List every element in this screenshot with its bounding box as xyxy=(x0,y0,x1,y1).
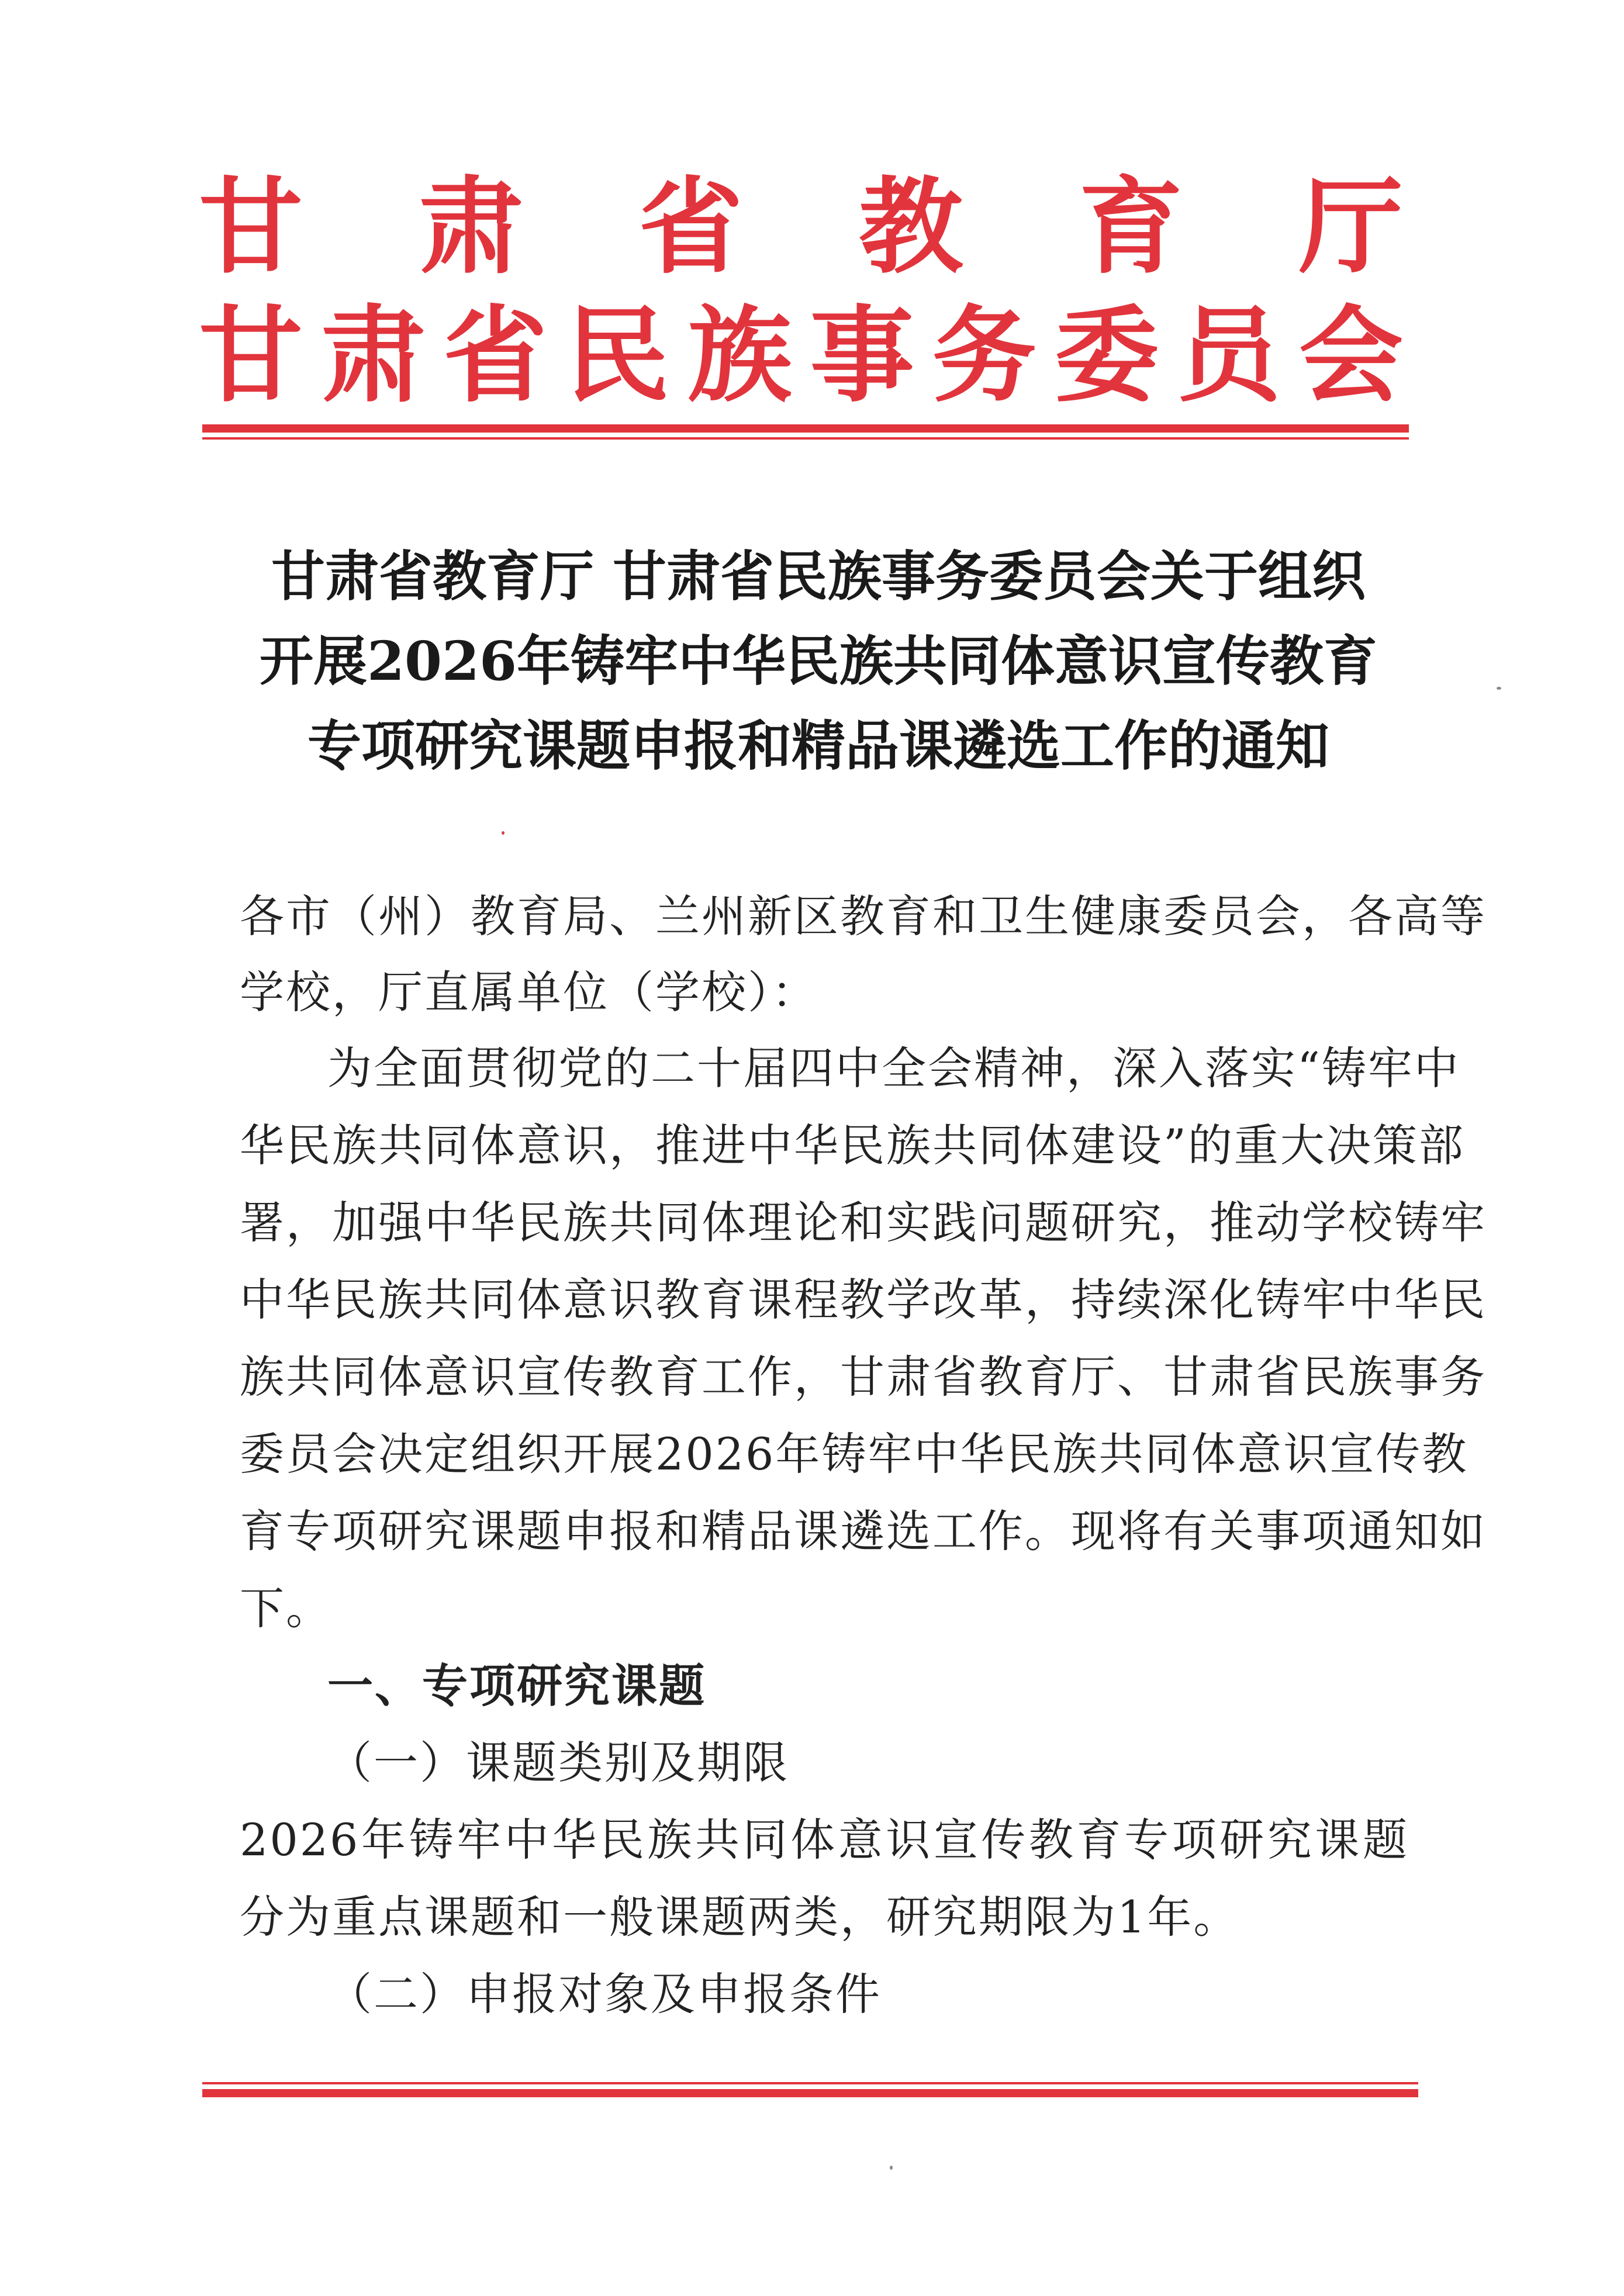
scan-speck xyxy=(502,831,505,835)
letterhead-char: 厅 xyxy=(1298,167,1403,288)
letterhead-char: 育 xyxy=(1079,167,1183,288)
scan-speck xyxy=(1497,687,1501,690)
document-title-line-3: 专项研究课题申报和精品课遴选工作的通知 xyxy=(307,714,1329,777)
letterhead-rule-thin xyxy=(202,437,1409,440)
paragraph-line: 署，加强中华民族共同体理论和实践问题研究，推动学校铸牢 xyxy=(240,1197,1487,1249)
scan-speck xyxy=(890,2166,893,2170)
paragraph-line: 分为重点课题和一般课题两类，研究期限为1年。 xyxy=(240,1891,1240,1943)
paragraph-line: 中华民族共同体意识教育课程教学改革，持续深化铸牢中华民 xyxy=(240,1274,1487,1326)
document-title-line-1: 甘肃省教育厅 甘肃省民族事务委员会关于组织 xyxy=(271,545,1366,608)
salutation-line-2: 学校，厅直属单位（学校）： xyxy=(240,966,818,1018)
section-heading: 一、专项研究课题 xyxy=(327,1660,707,1713)
letterhead-char: 甘 xyxy=(199,167,303,288)
letterhead-char: 甘 xyxy=(199,295,303,416)
letterhead-line-1 xyxy=(199,167,1403,288)
paragraph-line: 为全面贯彻党的二十届四中全会精神，深入落实“铸牢中 xyxy=(327,1042,1460,1094)
letterhead-char: 省 xyxy=(638,167,743,288)
paragraph-line: 族共同体意识宣传教育工作，甘肃省教育厅、甘肃省民族事务 xyxy=(240,1351,1487,1403)
paragraph-line: 华民族共同体意识，推进中华民族共同体建设”的重大决策部 xyxy=(240,1119,1465,1171)
letterhead-char: 省 xyxy=(443,295,548,416)
letterhead-char: 员 xyxy=(1176,295,1281,416)
letterhead-char: 会 xyxy=(1298,295,1403,416)
letterhead-char: 民 xyxy=(565,295,670,416)
letterhead-line-2 xyxy=(199,295,1403,416)
letterhead-char: 肃 xyxy=(321,295,426,416)
subsection-heading: （二）申报对象及申报条件 xyxy=(327,1968,882,2020)
paragraph-line: 育专项研究课题申报和精品课遴选工作。现将有关事项通知如 xyxy=(240,1505,1487,1557)
letterhead-char: 务 xyxy=(932,295,1036,416)
footer-rule-thick xyxy=(202,2089,1418,2097)
subsection-heading: （一）课题类别及期限 xyxy=(327,1737,789,1789)
letterhead-char: 事 xyxy=(810,295,914,416)
document-title-line-2: 开展2026年铸牢中华民族共同体意识宣传教育 xyxy=(259,630,1378,693)
letterhead-rule-thick xyxy=(202,424,1409,433)
letterhead-char: 族 xyxy=(687,295,792,416)
letterhead-char: 委 xyxy=(1054,295,1159,416)
salutation-line-1: 各市（州）教育局、兰州新区教育和卫生健康委员会，各高等 xyxy=(240,890,1487,942)
letterhead-char: 肃 xyxy=(419,167,523,288)
paragraph-line: 2026年铸牢中华民族共同体意识宣传教育专项研究课题 xyxy=(240,1814,1409,1866)
footer-rule-thin xyxy=(202,2082,1418,2084)
paragraph-line: 委员会决定组织开展2026年铸牢中华民族共同体意识宣传教 xyxy=(240,1428,1468,1480)
letterhead-char: 教 xyxy=(859,167,963,288)
paragraph-line: 下。 xyxy=(240,1582,332,1634)
